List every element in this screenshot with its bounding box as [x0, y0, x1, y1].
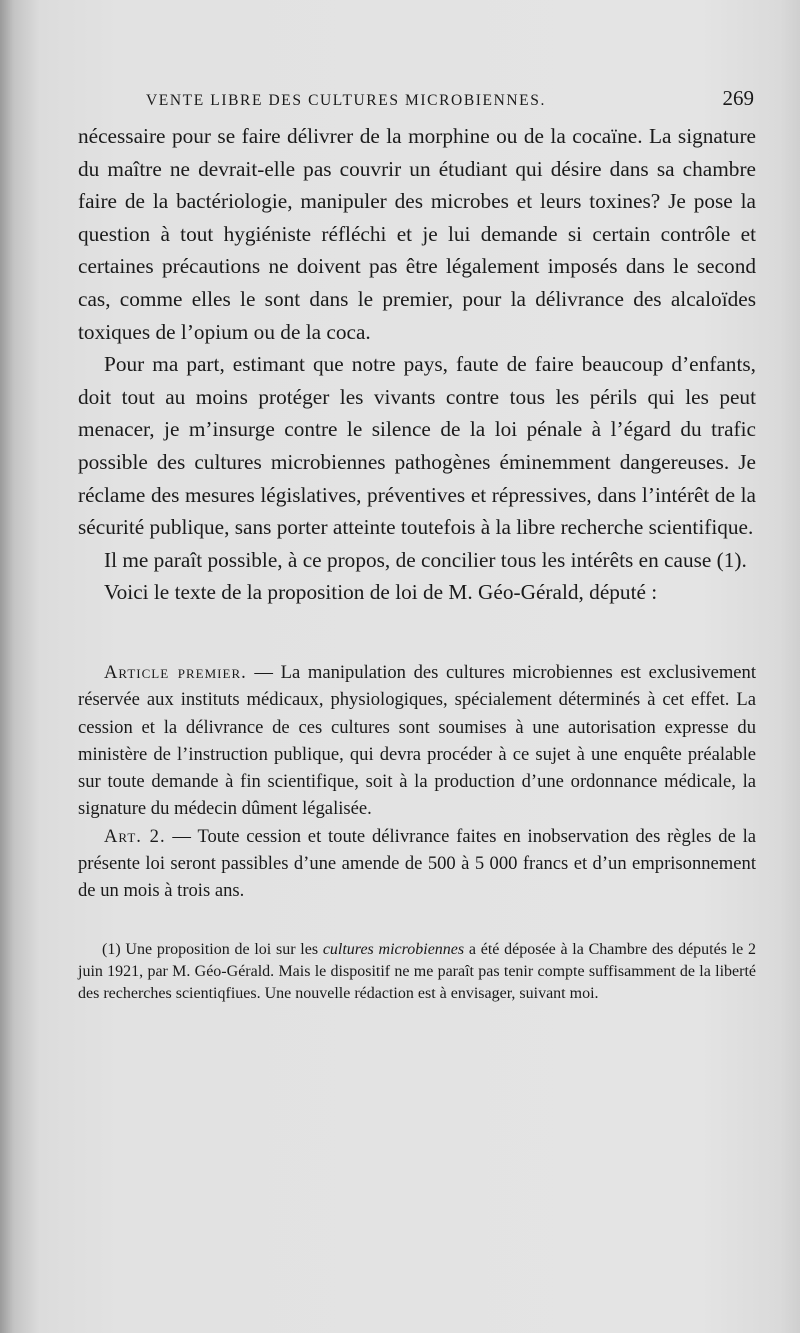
book-page: [78, 86, 756, 1005]
paragraph-2: Pour ma part, estimant que notre pays, faute de faire beaucoup d’enfants, doit tout au moins protéger les vivants contre tous les périls qui les peut menacer, je m’insurge contre le silence de la loi pénale à l’égard du trafic possible des cultures microbiennes pathogènes éminemment dangereuses. Je réclame des mesures législatives, préventives et répressives, dans l’intérêt de la sécurité publique, sans porter atteinte toutefois à la libre recherche scientifique.: [78, 352, 756, 540]
law-proposal: [78, 659, 756, 905]
article-2-text: — Toute cession et toute délivrance faites en inobservation des règles de la présente loi seront passibles d’une amende de 500 à 5 000 francs et d’un emprisonnement de un mois à trois ans.: [78, 825, 756, 902]
article-2-label: Art. 2.: [104, 825, 166, 847]
page-number: 269: [722, 86, 754, 110]
footnote-1: [78, 939, 756, 1005]
footnote-1-italic: cultures microbiennes: [322, 940, 465, 958]
article-2: [78, 823, 756, 905]
main-text: [78, 120, 756, 609]
paragraph-3: Il me paraît possible, à ce propos, de concilier tous les intérêts en cause (1).: [104, 547, 747, 572]
running-head: [78, 86, 756, 120]
article-1-label: Article premier.: [104, 661, 247, 683]
footnote-1-end: a été déposée à la Chambre des députés le 2 juin 1921, par M. Géo-Gérald. Mais le dispositif ne me paraît pas tenir compte suffisamment de la liberté des recherches scientiqfiues. Une nouvelle rédaction est à envisager, suivant moi.: [78, 940, 757, 1002]
footnotes: [78, 939, 756, 1005]
paragraph-1: nécessaire pour se faire délivrer de la morphine ou de la cocaïne. La signature du maître ne devrait-elle pas couvrir un étudiant qui désire dans sa chambre faire de la bactériologie, manipuler des microbes et leurs toxines? Je pose la question à tout hygiéniste réfléchi et je lui demande si certain contrôle et certaines précautions ne doivent pas être légalement imposés dans le second cas, comme elles le sont dans le premier, pour la délivrance des alcaloïdes toxiques de l’opium ou de la coca.: [78, 124, 756, 344]
article-1: [78, 659, 756, 823]
footnote-1-start: (1) Une proposition de loi sur les: [102, 940, 323, 958]
article-1-text: — La manipulation des cultures microbiennes est exclusivement réservée aux instituts médicaux, physiologiques, spécialement déterminés à cet effet. La cession et la délivrance de ces cultures sont soumises à une autorisation expresse du ministère de l’instruction publique, qui devra procéder à ce sujet à une enquête préalable sur toute demande à fin scientifique, soit à la production d’une ordonnance médicale, la signature du médecin dûment légalisée.: [78, 661, 756, 820]
paragraph-4: Voici le texte de la proposition de loi de M. Géo-Gérald, député :: [104, 580, 658, 605]
running-title: VENTE LIBRE DES CULTURES MICROBIENNES.: [146, 92, 546, 109]
